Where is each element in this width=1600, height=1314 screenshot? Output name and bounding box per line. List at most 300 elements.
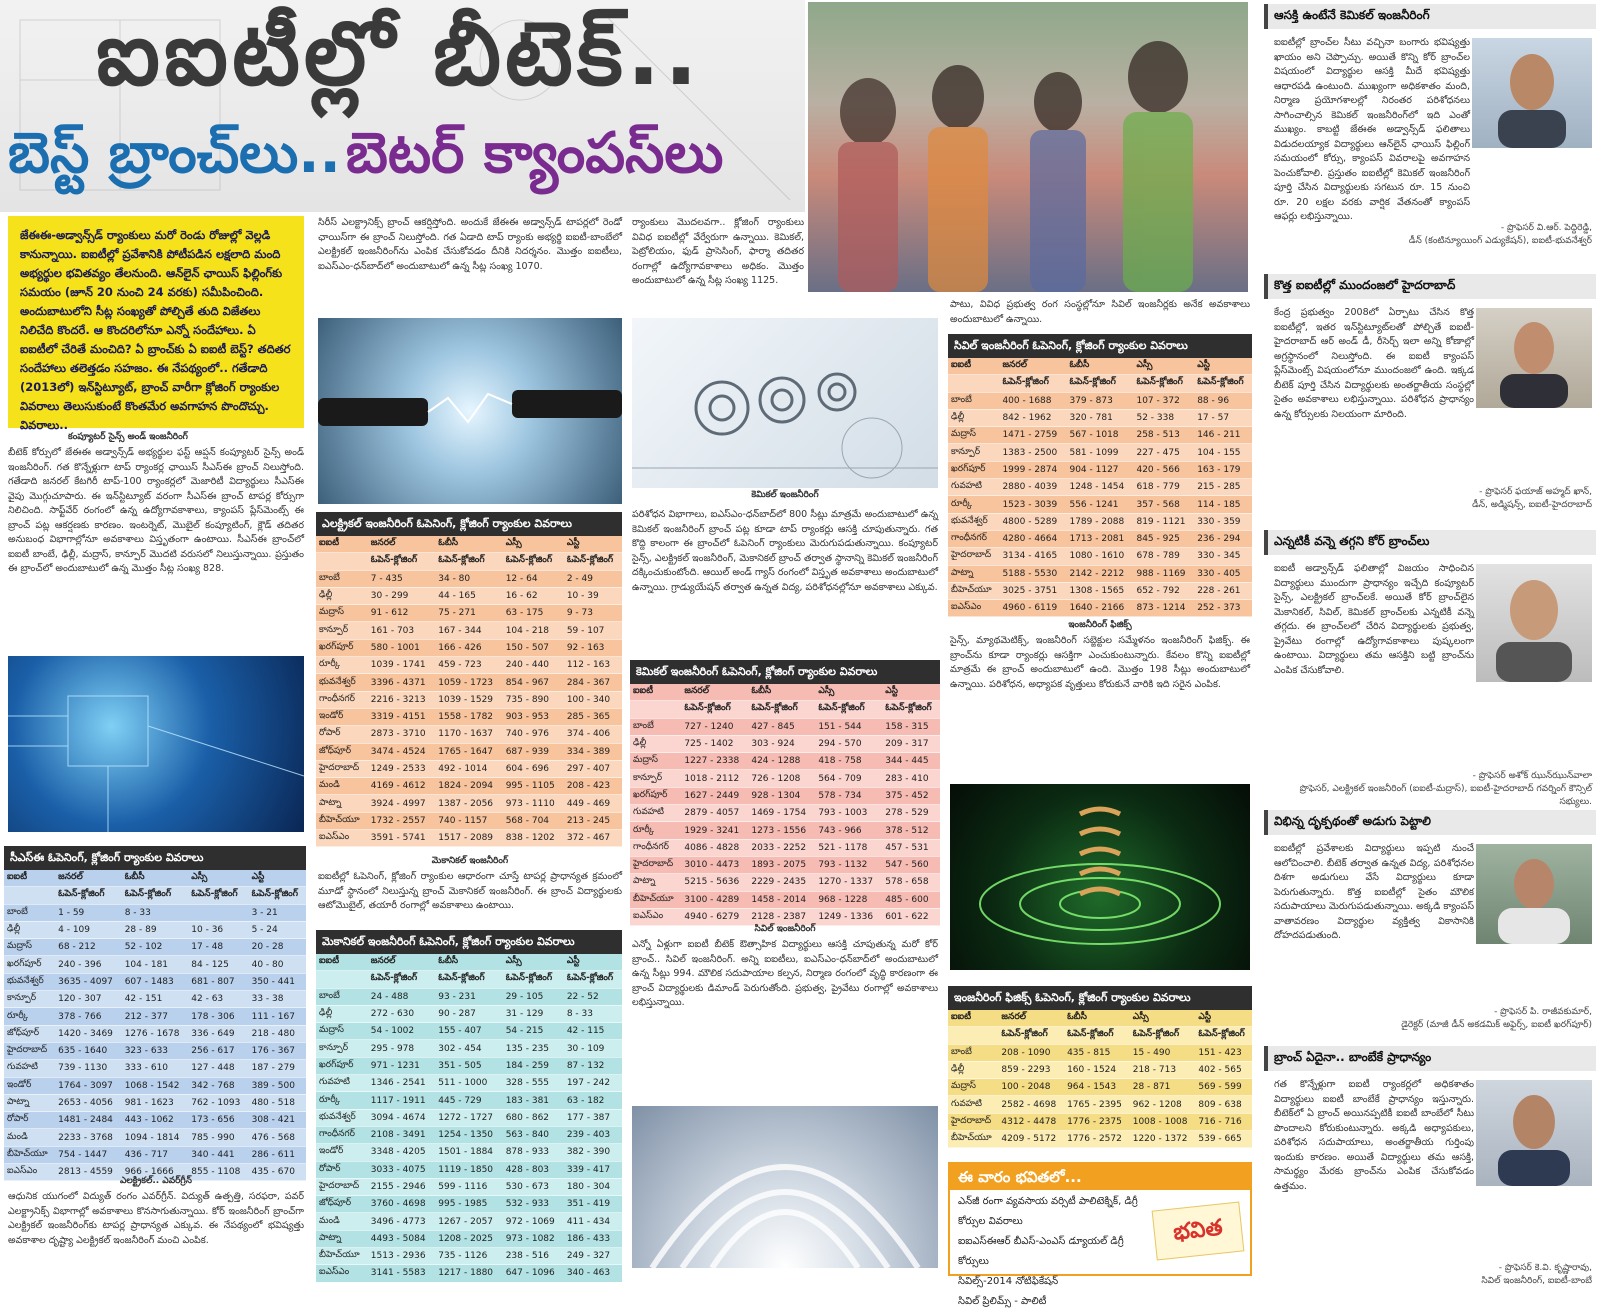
- table-cell: బీహెచ్‌యూ: [316, 1248, 368, 1265]
- table-cell: 735 - 890: [503, 691, 564, 708]
- table-cell: 556 - 1241: [1066, 496, 1133, 513]
- table-cell: 100 - 2048: [998, 1079, 1064, 1096]
- table-cell: ఖరగ్‌పూర్: [4, 956, 55, 973]
- table-row: [630, 874, 940, 891]
- table-cell: 754 - 1447: [55, 1146, 122, 1163]
- table-cell: ఖరగ్‌పూర్: [630, 787, 681, 804]
- table-cell: 375 - 452: [882, 787, 940, 804]
- table-header-cell: ఎస్టీ: [882, 684, 940, 701]
- table-row: [316, 1023, 622, 1040]
- table-cell: 418 - 758: [815, 753, 882, 770]
- table-cell: 903 - 953: [503, 708, 564, 725]
- table-cell: 1119 - 1850: [435, 1161, 502, 1178]
- table-cell: 569 - 599: [1195, 1079, 1252, 1096]
- table-cell: 120 - 307: [55, 991, 122, 1008]
- table-cell: ఖరగ్‌పూర్: [316, 639, 368, 656]
- table-cell: 2233 - 3768: [55, 1129, 122, 1146]
- table-cell: 161 - 703: [368, 622, 435, 639]
- table-cell: 1420 - 3469: [55, 1025, 122, 1042]
- table-cell: 2653 - 4056: [55, 1094, 122, 1111]
- table-row: [948, 1079, 1252, 1096]
- opinion-3-role: ప్రొఫెసర్, ఎలక్ట్రికల్ ఇంజనీరింగ్ (ఐఐటీ-మద్రాస్), ఐఐటీ-హైదరాబాద్ గవర్నింగ్ కౌన్సిల్ సభ్యులు.: [1299, 784, 1592, 807]
- table-cell: ఢిల్లీ: [948, 409, 999, 426]
- table-cell: 29 - 105: [503, 988, 564, 1005]
- table-cell: 285 - 365: [564, 708, 622, 725]
- opinion-1-author: - ప్రొఫెసర్ వి.ఆర్. పెద్దిరెడ్డి,: [1500, 223, 1592, 233]
- table-row: [948, 1131, 1252, 1148]
- table-cell: 878 - 933: [503, 1144, 564, 1161]
- table-subheader-cell: ఓపెన్-క్లోజింగ్: [998, 1027, 1064, 1044]
- table-subheader-cell: ఓపెన్-క్లోజింగ్: [55, 887, 122, 904]
- table-cell: 256 - 617: [188, 1042, 248, 1059]
- table-cell: 1387 - 2056: [435, 795, 502, 812]
- table-cell: 1117 - 1911: [368, 1092, 435, 1109]
- table-cell: 1 - 59: [55, 904, 122, 921]
- table-row: [948, 427, 1252, 444]
- table-cell: 52 - 338: [1133, 409, 1194, 426]
- table-row: [948, 548, 1252, 565]
- table-cell: 17 - 57: [1194, 409, 1252, 426]
- table-cell: జోధ్‌పూర్: [316, 743, 368, 760]
- table-cell: 3141 - 5583: [368, 1265, 435, 1282]
- table-row: [316, 587, 622, 604]
- table-cell: 2873 - 3710: [368, 726, 435, 743]
- table-cell: 687 - 939: [503, 743, 564, 760]
- table-cell: 372 - 467: [564, 830, 622, 847]
- opinion-3: [1264, 530, 1596, 807]
- table-cell: 320 - 781: [1066, 409, 1133, 426]
- table-header-cell: ఓబీసీ: [1064, 1010, 1130, 1027]
- table-cell: 3319 - 4151: [368, 708, 435, 725]
- table-cell: 1929 - 3241: [681, 822, 748, 839]
- table-cell: 146 - 211: [1194, 427, 1252, 444]
- table-subheader-cell: ఓపెన్-క్లోజింగ్: [882, 701, 940, 718]
- table-cell: 303 - 924: [748, 735, 815, 752]
- table-cell: 2128 - 2387: [748, 908, 815, 925]
- table-cell: 449 - 469: [564, 795, 622, 812]
- table-cell: 904 - 1127: [1066, 461, 1133, 478]
- table-cell: 3134 - 4165: [999, 548, 1066, 565]
- table-row: [316, 726, 622, 743]
- table-header-cell: జనరల్: [368, 954, 435, 971]
- table-row: [948, 1113, 1252, 1130]
- table-cell: 1776 - 2572: [1064, 1131, 1130, 1148]
- table-row: [4, 1025, 306, 1042]
- table-cell: 962 - 1208: [1130, 1096, 1196, 1113]
- table-row: [316, 1213, 622, 1230]
- table-cell: ఇండోర్: [4, 1077, 55, 1094]
- table-cell: 726 - 1208: [748, 770, 815, 787]
- table-cell: 995 - 1985: [435, 1196, 502, 1213]
- table-cell: 1059 - 1723: [435, 674, 502, 691]
- table-cell: జోధ్‌పూర్: [4, 1025, 55, 1042]
- table-cell: 173 - 656: [188, 1112, 248, 1129]
- table-cell: 3100 - 4289: [681, 891, 748, 908]
- table-cell: ఢిల్లీ: [316, 1005, 368, 1022]
- table-row: [948, 1061, 1252, 1078]
- table-cell: 4209 - 5172: [998, 1131, 1064, 1148]
- table-cell: 323 - 633: [122, 1042, 189, 1059]
- coil-image: [950, 784, 1250, 970]
- table-subheader-cell: ఓపెన్-క్లోజింగ్: [681, 701, 748, 718]
- table-cell: 1764 - 3097: [55, 1077, 122, 1094]
- table-cell: 33 - 38: [249, 991, 306, 1008]
- table-subheader-cell: ఓపెన్-క్లోజింగ్: [368, 971, 435, 988]
- opinion-4-author: - ప్రొఫెసర్ పి. రాజీవకుమార్,: [1494, 1007, 1592, 1017]
- table-row: [316, 1040, 622, 1057]
- table-cell: 297 - 407: [564, 760, 622, 777]
- opinion-4: [1264, 810, 1596, 1040]
- table-header-cell: [4, 887, 55, 904]
- table-header-cell: ఎస్టీ: [1195, 1010, 1252, 1027]
- table-cell: 278 - 529: [882, 805, 940, 822]
- table-row: [630, 805, 940, 822]
- table-cell: 2582 - 4698: [998, 1096, 1064, 1113]
- table-cell: ఖరగ్‌పూర్: [316, 1057, 368, 1074]
- electrical-table-panel: [316, 512, 622, 844]
- opinion-3-portrait: [1476, 564, 1592, 682]
- table-row: [630, 787, 940, 804]
- promo-item-1[interactable]: ఎన్‌జీ రంగా వ్యవసాయ వర్సిటీ పాలిటెక్నిక్, డిగ్రీ కోర్సుల వివరాలు: [958, 1196, 1138, 1227]
- opinion-5-author: - ప్రొఫెసర్ కె.వి. కృష్ణారావు,: [1498, 1263, 1592, 1273]
- table-header-cell: ఐఐటీ: [630, 684, 681, 701]
- table-cell: 59 - 107: [564, 622, 622, 639]
- table-subheader-cell: ఓపెన్-క్లోజింగ్: [748, 701, 815, 718]
- table-cell: 819 - 1121: [1133, 513, 1194, 530]
- table-cell: 1765 - 2395: [1064, 1096, 1130, 1113]
- table-header-cell: ఎస్సీ: [188, 870, 248, 887]
- table-cell: 42 - 151: [122, 991, 189, 1008]
- ece-article-heading: ఎలక్ట్రికల్.. ఎవర్‌గ్రీన్: [119, 1176, 192, 1186]
- table-row: [4, 973, 306, 990]
- table-cell: భువనేశ్వర్: [316, 1109, 368, 1126]
- table-cell: 351 - 419: [564, 1196, 622, 1213]
- table-row: [4, 1077, 306, 1094]
- promo-item-2[interactable]: ఐఐఎస్ఈఆర్ బీఎస్-ఎంఎస్ డ్యూయల్ డిగ్రీ కోర్సులు: [958, 1236, 1124, 1267]
- table-cell: హైదరాబాద్: [630, 856, 681, 873]
- table-cell: 176 - 367: [249, 1042, 306, 1059]
- table-cell: 342 - 768: [188, 1077, 248, 1094]
- opinion-4-title: విభిన్న దృక్పథంతో అడుగు పెట్టాలి: [1264, 810, 1596, 835]
- table-row: [316, 1178, 622, 1195]
- table-row: [4, 904, 306, 921]
- opinion-2-author: - ప్రొఫెసర్ ఫయాజ్ అహ్మద్ ఖాన్,: [1479, 487, 1592, 497]
- table-cell: 20 - 28: [249, 939, 306, 956]
- table-cell: 158 - 315: [882, 718, 940, 735]
- table-cell: 52 - 102: [122, 939, 189, 956]
- table-cell: 104 - 218: [503, 622, 564, 639]
- table-subheader-cell: ఓపెన్-క్లోజింగ్: [999, 375, 1066, 392]
- table-cell: 652 - 792: [1133, 582, 1194, 599]
- table-row: [4, 1094, 306, 1111]
- table-cell: హైదరాబాద్: [948, 548, 999, 565]
- table-cell: 2 - 49: [564, 570, 622, 587]
- table-cell: 3010 - 4473: [681, 856, 748, 873]
- table-cell: 427 - 845: [748, 718, 815, 735]
- table-row: [316, 1161, 622, 1178]
- table-header-cell: ఎస్సీ: [815, 684, 882, 701]
- table-header-cell: ఎస్టీ: [249, 870, 306, 887]
- table-cell: 968 - 1228: [815, 891, 882, 908]
- opinion-5: [1264, 1046, 1596, 1298]
- table-cell: 104 - 155: [1194, 444, 1252, 461]
- table-cell: రూర్కీ: [948, 496, 999, 513]
- table-row: [316, 1126, 622, 1143]
- table-cell: 334 - 389: [564, 743, 622, 760]
- table-cell: 240 - 396: [55, 956, 122, 973]
- table-cell: 739 - 1130: [55, 1060, 122, 1077]
- table-cell: 208 - 423: [564, 778, 622, 795]
- table-cell: 1249 - 2533: [368, 760, 435, 777]
- promo-item-3[interactable]: సివిల్స్-2014 నోటిఫికేషన్: [958, 1276, 1059, 1287]
- table-cell: 793 - 1003: [815, 805, 882, 822]
- opinion-4-portrait: [1476, 844, 1592, 944]
- table-cell: 966 - 1666: [122, 1164, 189, 1181]
- table-row: [316, 1057, 622, 1074]
- table-cell: 91 - 612: [368, 605, 435, 622]
- table-subheader-cell: ఓపెన్-క్లోజింగ్: [249, 887, 306, 904]
- table-row: [4, 1129, 306, 1146]
- table-cell: 328 - 555: [503, 1075, 564, 1092]
- table-cell: రోపార్: [4, 1112, 55, 1129]
- opinion-4-role: డైరెక్టర్ (మాజీ డీన్ అకడమిక్ అఫైర్స్, ఐఐటీ ఖరగ్‌పూర్): [1401, 1020, 1592, 1030]
- table-cell: 981 - 1623: [122, 1094, 189, 1111]
- table-cell: రోపార్: [316, 1161, 368, 1178]
- table-cell: 740 - 1157: [435, 812, 502, 829]
- mechanical-table-panel: [316, 930, 622, 1279]
- table-row: [630, 770, 940, 787]
- table-cell: 228 - 261: [1194, 582, 1252, 599]
- civil-rank-table: [948, 358, 1252, 617]
- table-cell: రూర్కీ: [316, 1092, 368, 1109]
- physics-rank-table: [948, 1010, 1252, 1148]
- opinion-1-role: డీన్ (కంటిన్యూయింగ్ ఎడ్యుకేషన్), ఐఐటీ-భువనేశ్వర్: [1408, 236, 1592, 246]
- table-cell: 859 - 2293: [998, 1061, 1064, 1078]
- table-cell: బాంబే: [948, 1044, 998, 1061]
- table-cell: 580 - 1001: [368, 639, 435, 656]
- table-cell: 163 - 179: [1194, 461, 1252, 478]
- table-header-cell: జనరల్: [681, 684, 748, 701]
- table-cell: 4086 - 4828: [681, 839, 748, 856]
- table-row: [316, 1248, 622, 1265]
- table-cell: 1893 - 2075: [748, 856, 815, 873]
- table-cell: 63 - 175: [503, 605, 564, 622]
- table-header-cell: ఐఐటీ: [316, 536, 368, 553]
- table-cell: 964 - 1543: [1064, 1079, 1130, 1096]
- table-cell: 54 - 215: [503, 1023, 564, 1040]
- table-row: [948, 496, 1252, 513]
- table-header-cell: ఓబీసీ: [1066, 358, 1133, 375]
- table-row: [630, 839, 940, 856]
- table-cell: 3591 - 5741: [368, 830, 435, 847]
- table-cell: 90 - 287: [435, 1005, 502, 1022]
- table-row: [4, 991, 306, 1008]
- table-cell: 2879 - 4057: [681, 805, 748, 822]
- table-row: [948, 444, 1252, 461]
- table-cell: 735 - 1126: [435, 1248, 502, 1265]
- table-cell: 1276 - 1678: [122, 1025, 189, 1042]
- table-row: [316, 622, 622, 639]
- table-cell: 601 - 622: [882, 908, 940, 925]
- table-subheader-cell: ఓపెన్-క్లోజింగ్: [1064, 1027, 1130, 1044]
- table-row: [316, 691, 622, 708]
- intro-box: జేఈఈ-అడ్వాన్స్‌డ్ ర్యాంకులు మరో రెండు రోజుల్లో వెల్లడి కానున్నాయి. ఐఐటీల్లో ప్రవేశానికి పోటీపడిన లక్షలాది మంది అభ్యర్థుల భవితవ్యం తేలనుంది. ఆన్‌లైన్ ఛాయిస్ ఫిల్లింగ్‌కు సమయం (జూన్ 20 నుంచి 24 వరకు) సమీపించింది. అందుబాటులోని సీట్ల సంఖ్యతో పోల్చితే తుది విజేతలు నిలిచేది కొందరే. ఆ కొందరిలోనూ ఎన్నో సందేహాలు. ఏ ఐఐటీలో చేరితే మంచిది? ఏ బ్రాంచ్‌కు ఏ ఐఐటీ బెస్ట్? తదితర సందేహాలు తలెత్తడం సహజం. ఈ నేపథ్యంలో.. గతేడాది (2013లో) ఇన్‌స్టిట్యూట్, బ్రాంచ్ వారీగా క్లోజింగ్ ర్యాంకుల వివరాలు తెలుసుకుంటే కొంతమేర అవగాహన పొందొచ్చు. వివరాలు..: [8, 216, 304, 428]
- opinion-5-portrait: [1476, 1080, 1592, 1186]
- chemical-rank-table: [630, 684, 940, 926]
- table-cell: 539 - 665: [1195, 1131, 1252, 1148]
- table-cell: ఢిల్లీ: [316, 587, 368, 604]
- table-header-cell: [316, 971, 368, 988]
- table-row: [948, 409, 1252, 426]
- table-cell: 63 - 182: [564, 1092, 622, 1109]
- table-cell: 2142 - 2212: [1066, 565, 1133, 582]
- table-header-cell: జనరల్: [998, 1010, 1064, 1027]
- table-cell: 567 - 1018: [1066, 427, 1133, 444]
- table-cell: 476 - 568: [249, 1129, 306, 1146]
- table-row: [316, 1075, 622, 1092]
- table-cell: పాట్నా: [316, 1230, 368, 1247]
- table-subheader-cell: ఓపెన్-క్లోజింగ్: [503, 553, 564, 570]
- table-cell: 236 - 294: [1194, 530, 1252, 547]
- table-header-cell: ఎస్టీ: [564, 536, 622, 553]
- table-subheader-cell: ఓపెన్-క్లోజింగ్: [188, 887, 248, 904]
- table-cell: 111 - 167: [249, 1008, 306, 1025]
- table-cell: 5 - 24: [249, 921, 306, 938]
- table-cell: 24 - 488: [368, 988, 435, 1005]
- ep-article-heading: ఇంజనీరింగ్ ఫిజిక్స్: [1068, 620, 1132, 630]
- table-cell: 480 - 518: [249, 1094, 306, 1111]
- table-cell: 1208 - 2025: [435, 1230, 502, 1247]
- table-cell: గాంధీనగర్: [316, 691, 368, 708]
- table-cell: 330 - 405: [1194, 565, 1252, 582]
- table-cell: 988 - 1169: [1133, 565, 1194, 582]
- table-cell: 725 - 1402: [681, 735, 748, 752]
- table-cell: 92 - 163: [564, 639, 622, 656]
- table-header-cell: ఐఐటీ: [316, 954, 368, 971]
- table-cell: 4 - 109: [55, 921, 122, 938]
- table-subheader-cell: ఓపెన్-క్లోజింగ్: [564, 553, 622, 570]
- table-cell: ఐఎస్ఎం: [948, 600, 999, 617]
- table-row: [630, 891, 940, 908]
- table-cell: ఐఎస్ఎం: [4, 1164, 55, 1181]
- table-cell: 42 - 63: [188, 991, 248, 1008]
- opinion-1-body: ఐఐటీల్లో బ్రాంచ్‌ల సీటు వచ్చినా బంగారు భవిష్యత్తు ఖాయం అని చెప్పొచ్చు. అయితే కొన్ని కోర్ బ్రాంచ్‌ల విషయంలో విద్యార్థుల ఆసక్తి మీదే భవిష్యత్తు ఆధారపడి ఉంటుంది. ముఖ్యంగా అధికశాతం మంది, నిర్మాణ ప్రయోగశాలల్లో నిరంతర పరిశోధనలు సాగించాల్సిన కెమికల్ ఇంజనీరింగ్‌లో ఇది ఎంతో ముఖ్యం. కాబట్టి జేఈఈ అడ్వాన్స్‌డ్ ఫలితాలు విడుదలయ్యాక విద్యార్థులు ఆన్‌లైన్ ఛాయిస్ ఫిల్లింగ్ సమయంలో కోర్సు, క్యాంపస్ వివరాలపై అవగాహన పెంచుకోవాలి. ప్రస్తుతం ఐఐటీల్లో కెమికల్ ఇంజనీరింగ్ పూర్తి చేసిన విద్యార్థులకు సగటున రూ. 15 నుంచి రూ. 20 లక్షల వరకు వార్షిక వేతనంతో క్యాంపస్ ఆఫర్లు లభిస్తున్నాయి.: [1274, 37, 1470, 222]
- chemical-section-caption: కెమికల్ ఇంజనీరింగ్: [751, 490, 819, 500]
- table-subheader-cell: ఓపెన్-క్లోజింగ్: [1133, 375, 1194, 392]
- table-cell: 151 - 544: [815, 718, 882, 735]
- table-header-cell: [948, 375, 999, 392]
- bearings-image: [632, 318, 938, 488]
- table-cell: 1471 - 2759: [999, 427, 1066, 444]
- table-cell: 1481 - 2484: [55, 1112, 122, 1129]
- table-cell: పాట్నా: [4, 1094, 55, 1111]
- table-cell: 333 - 610: [122, 1060, 189, 1077]
- table-cell: 647 - 1096: [503, 1265, 564, 1282]
- table-cell: 578 - 734: [815, 787, 882, 804]
- table-cell: 678 - 789: [1133, 548, 1194, 565]
- table-cell: 5188 - 5530: [999, 565, 1066, 582]
- table-subheader-cell: ఓపెన్-క్లోజింగ్: [1130, 1027, 1196, 1044]
- ep-article-body: సైన్స్, మ్యాథమెటిక్స్, ఇంజనీరింగ్ సబ్జెక్టుల సమ్మేళనం ఇంజనీరింగ్ ఫిజిక్స్. ఈ బ్రాంచ్‌ను కూడా ర్యాంకర్లు ఆసక్తిగా ఎంచుకుంటున్నారు. కేవలం కొన్ని ఐఐటీల్లో మాత్రమే ఈ బ్రాంచ్ అందుబాటులో ఉంది. మొత్తం 198 సీట్లు అందుబాటులో ఉన్నాయి. పరిశోధన, అధ్యాపక వృత్తులు కోరుకునే వారికి ఇది సరైన ఎంపిక.: [950, 635, 1250, 690]
- table-cell: భువనేశ్వర్: [4, 973, 55, 990]
- table-cell: 564 - 709: [815, 770, 882, 787]
- table-cell: 1765 - 1647: [435, 743, 502, 760]
- table-row: [948, 1096, 1252, 1113]
- table-cell: 9 - 73: [564, 605, 622, 622]
- table-cell: 435 - 815: [1064, 1044, 1130, 1061]
- table-cell: రూర్కీ: [630, 822, 681, 839]
- table-cell: 1469 - 1754: [748, 805, 815, 822]
- table-cell: 842 - 1962: [999, 409, 1066, 426]
- table-cell: 1227 - 2338: [681, 753, 748, 770]
- table-cell: 809 - 638: [1195, 1096, 1252, 1113]
- table-cell: 15 - 490: [1130, 1044, 1196, 1061]
- table-cell: ఇండోర్: [316, 708, 368, 725]
- table-cell: 150 - 507: [503, 639, 564, 656]
- table-row: [316, 639, 622, 656]
- table-cell: 114 - 185: [1194, 496, 1252, 513]
- table-cell: 336 - 649: [188, 1025, 248, 1042]
- table-cell: 330 - 359: [1194, 513, 1252, 530]
- table-cell: 568 - 704: [503, 812, 564, 829]
- table-row: [4, 1042, 306, 1059]
- promo-item-4[interactable]: సివిల్ ప్రిలిమ్స్ - పాలిటీ: [958, 1296, 1047, 1307]
- table-cell: 492 - 1014: [435, 760, 502, 777]
- cse-table-title: సీఎస్‌ఈ ఓపెనింగ్, క్లోజింగ్ ర్యాంకుల వివరాలు: [4, 846, 306, 870]
- ece-article-body: ఆధునిక యుగంలో విద్యుత్ రంగం ఎవర్‌గ్రీన్. విద్యుత్ ఉత్పత్తి, సరఫరా, పవర్ ఎలక్ట్రానిక్స్ విభాగాల్లో అవకాశాలు కొనసాగుతున్నాయి. కోర్ ఇంజనీరింగ్ బ్రాంచ్‌గా ఎలక్ట్రికల్ ఇంజనీరింగ్‌కు టాపర్ల ప్రాధాన్యత ఎక్కువ. ఈ నేపథ్యంలో భవిష్యత్తు అవకాశాల దృష్ట్యా ఎలక్ట్రికల్ ఇంజనీరింగ్ మంచి ఎంపిక.: [8, 1191, 304, 1246]
- table-header-cell: [948, 1027, 998, 1044]
- promo-box: [948, 1162, 1252, 1307]
- table-cell: 2813 - 4559: [55, 1164, 122, 1181]
- table-cell: 4169 - 4612: [368, 778, 435, 795]
- table-cell: హైదరాబాద్: [316, 1178, 368, 1195]
- table-cell: 218 - 480: [249, 1025, 306, 1042]
- table-row: [948, 565, 1252, 582]
- table-cell: 160 - 1524: [1064, 1061, 1130, 1078]
- table-cell: 330 - 345: [1194, 548, 1252, 565]
- table-cell: 530 - 673: [503, 1178, 564, 1195]
- table-cell: 155 - 407: [435, 1023, 502, 1040]
- table-cell: కాన్పూర్: [4, 991, 55, 1008]
- table-row: [316, 1265, 622, 1282]
- table-row: [4, 1112, 306, 1129]
- table-cell: 340 - 441: [188, 1146, 248, 1163]
- opinion-2: [1264, 274, 1596, 528]
- table-cell: 1267 - 2057: [435, 1213, 502, 1230]
- table-cell: 618 - 779: [1133, 479, 1194, 496]
- table-cell: హైదరాబాద్: [316, 760, 368, 777]
- table-cell: 3 - 21: [249, 904, 306, 921]
- table-cell: 4800 - 5289: [999, 513, 1066, 530]
- table-cell: 1513 - 2936: [368, 1248, 435, 1265]
- table-row: [316, 657, 622, 674]
- table-cell: బీహెచ్‌యూ: [4, 1146, 55, 1163]
- table-cell: జోధ్‌పూర్: [316, 1196, 368, 1213]
- table-cell: 127 - 448: [188, 1060, 248, 1077]
- table-cell: ఐఎస్ఎం: [630, 908, 681, 925]
- table-cell: గాంధీనగర్: [630, 839, 681, 856]
- table-cell: ఇండోర్: [316, 1144, 368, 1161]
- civil-article-heading: సివిల్ ఇంజనీరింగ్: [754, 924, 816, 934]
- table-cell: 213 - 245: [564, 812, 622, 829]
- table-cell: హైదరాబాద్: [4, 1042, 55, 1059]
- table-cell: మద్రాస్: [316, 605, 368, 622]
- table-cell: రూర్కీ: [4, 1008, 55, 1025]
- headline-background: [0, 0, 805, 212]
- table-cell: 436 - 717: [122, 1146, 189, 1163]
- table-cell: 4493 - 5084: [368, 1230, 435, 1247]
- civil-article-body: ఎన్నో ఏళ్లుగా ఐఐటీ బీటెక్ ఔత్సాహిక విద్యార్థులు ఆసక్తి చూపుతున్న మరో కోర్ బ్రాంచ్.. సివిల్ ఇంజనీరింగ్. అన్ని ఐఐటీలు, ఐఎస్ఎం-ధన్‌బాద్‌లో అందుబాటులో ఉన్న సీట్లు 994. మౌలిక సదుపాయాల కల్పన, నిర్మాణ రంగంలో వృద్ధి కారణంగా ఈ బ్రాంచ్ విద్యార్థులకు డిమాండ్ పెరుగుతోంది. ప్రభుత్వ, ప్రైవేటు రంగాల్లో అవకాశాలు లభిస్తున్నాయి.: [632, 939, 938, 1008]
